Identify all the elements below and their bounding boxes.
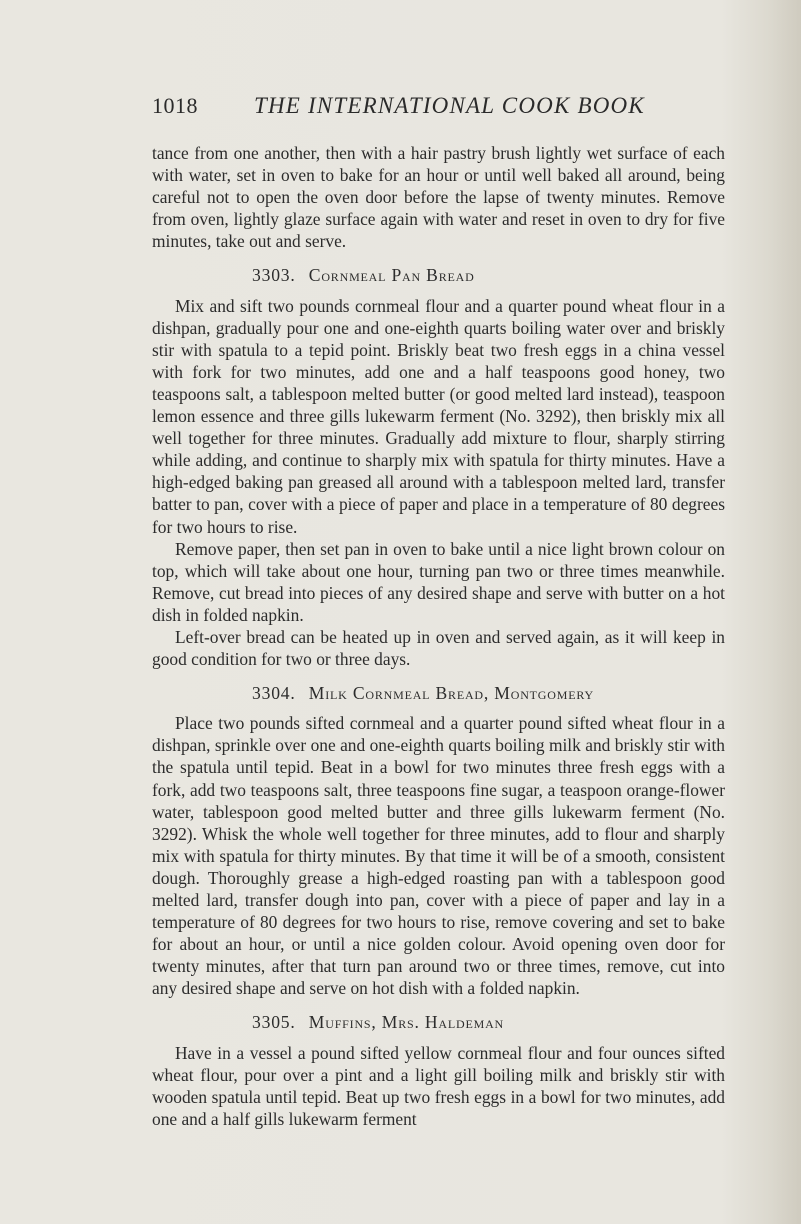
recipe-number: 3305. xyxy=(252,1012,296,1033)
intro-paragraph: tance from one another, then with a hair pastry brush lightly wet surface of each with water, set in oven to bake for an hour or until well baked all around, being careful not to open the oven door before the lapse of twenty minutes. Remove from oven, lightly glaze surface again with water and reset in oven to dry for five minutes, take out and serve. xyxy=(152,143,725,252)
recipe-heading-3304 xyxy=(152,682,725,704)
recipe-title: Milk Cornmeal Bread, Montgomery xyxy=(308,683,594,704)
page-header xyxy=(152,93,672,123)
recipe-paragraph: Remove paper, then set pan in oven to bake until a nice light brown colour on top, which will take about one hour, turning pan two or three times meanwhile. Remove, cut bread into pieces of any desired shape and serve with butter on a hot dish in folded napkin. xyxy=(152,538,725,625)
page-body xyxy=(152,142,725,1130)
recipe-title: Cornmeal Pan Bread xyxy=(308,265,475,286)
recipe-paragraph: Mix and sift two pounds cornmeal flour and a quarter pound wheat flour in a dishpan, gradually pour one and one-eighth quarts boiling water over and briskly stir with spatula to a tepid point. Briskly beat two fresh eggs in a china vessel with fork for two minutes, add one and a half teaspoons good honey, two teaspoons salt, a tablespoon melted butter (or good melted lard instead), teaspoon lemon essence and three gills lukewarm ferment (No. 3292), then briskly mix all well together for three minutes. Gradually add mixture to flour, sharply stirring while adding, and continue to sharply mix with spatula for thirty minutes. Have a high-edged baking pan greased all around with a tablespoon melted lard, transfer batter to pan, cover with a piece of paper and place in a temperature of 80 degrees for two hours to rise. xyxy=(152,295,725,537)
recipe-number: 3303. xyxy=(252,265,296,286)
recipe-title: Muffins, Mrs. Haldeman xyxy=(308,1012,505,1033)
recipe-paragraph: Left-over bread can be heated up in oven and served again, as it will keep in good condition for two or three days. xyxy=(152,626,725,670)
running-title: THE INTERNATIONAL COOK BOOK xyxy=(254,93,645,118)
recipe-paragraph: Have in a vessel a pound sifted yellow cornmeal flour and four ounces sifted wheat flour, pour over a pint and a light gill boiling milk and briskly stir with wooden spatula until tepid. Beat up two fresh eggs in a bowl for two minutes, add one and a half gills lukewarm ferment xyxy=(152,1042,725,1129)
recipe-paragraph: Place two pounds sifted cornmeal and a quarter pound sifted wheat flour in a dishpan, sprinkle over one and one-eighth quarts boiling milk and briskly stir with the spatula until tepid. Beat in a bowl for two minutes three fresh eggs with a fork, add two teaspoons salt, three teaspoons fine sugar, a teaspoon orange-flower water, tablespoon good melted butter and three gills lukewarm ferment (No. 3292). Whisk the whole well together for three minutes, add to flour and sharply mix with spatula for thirty minutes. By that time it will be of a smooth, consistent dough. Thoroughly grease a high-edged roasting pan with a tablespoon good melted lard, transfer dough into pan, cover with a piece of paper and lay in a temperature of 80 degrees for two hours to rise, remove covering and set to bake for about an hour, or until a nice golden colour. Avoid opening oven door for twenty minutes, after that turn pan around two or three times, remove, cut into any desired shape and serve on hot dish with a folded napkin. xyxy=(152,713,725,999)
recipe-heading-3305 xyxy=(152,1011,725,1033)
recipe-heading-3303 xyxy=(152,264,725,286)
recipe-number: 3304. xyxy=(252,683,296,704)
page-number: 1018 xyxy=(152,93,198,118)
